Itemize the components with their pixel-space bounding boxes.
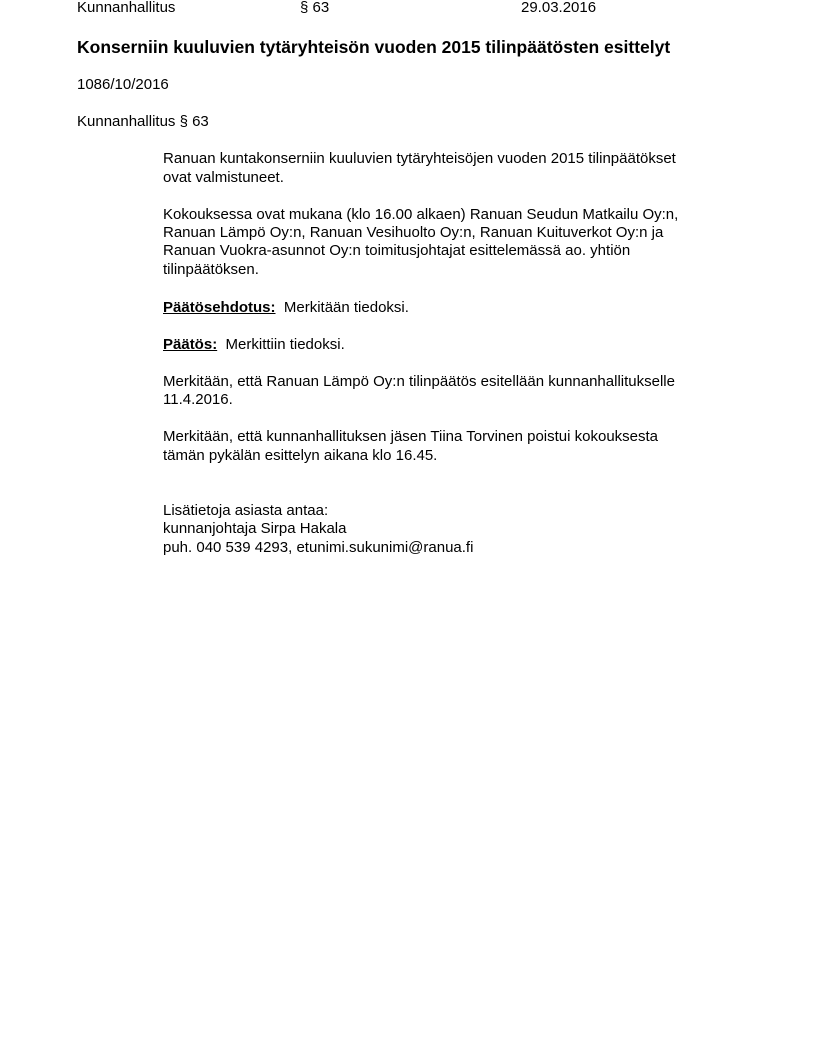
- decision: [163, 336, 345, 354]
- paragraph-line: Kokouksessa ovat mukana (klo 16.00 alkaen) Ranuan Seudun Matkailu Oy:n,: [163, 206, 679, 223]
- section-ref: Kunnanhallitus § 63: [77, 113, 209, 130]
- paragraph-line: ovat valmistuneet.: [163, 169, 284, 186]
- paragraph-line: Merkitään, että kunnanhallituksen jäsen Tiina Torvinen poistui kokouksesta: [163, 428, 659, 445]
- contact-line: puh. 040 539 4293, etunimi.sukunimi@ranua.fi: [163, 539, 474, 556]
- proposal-text: Merkitään tiedoksi.: [283, 299, 409, 316]
- contact-line: kunnanjohtaja Sirpa Hakala: [163, 520, 347, 537]
- proposal: [163, 299, 409, 317]
- paragraph-line: tämän pykälän esittelyn aikana klo 16.45.: [163, 447, 438, 464]
- paragraph-line: 11.4.2016.: [163, 391, 233, 408]
- paragraph-line: Ranuan Lämpö Oy:n, Ranuan Vesihuolto Oy:n, Ranuan Kuituverkot Oy:n ja: [163, 224, 664, 241]
- page-title: Konserniin kuuluvien tytäryhteisön vuoden 2015 tilinpäätösten esittelyt: [77, 37, 671, 57]
- paragraph-line: Ranuan Vuokra-asunnot Oy:n toimitusjohtajat esittelemässä ao. yhtiön: [163, 242, 631, 259]
- contact-line: Lisätietoja asiasta antaa:: [163, 502, 329, 519]
- diary-number: 1086/10/2016: [77, 76, 169, 93]
- paragraph-line: tilinpäätöksen.: [163, 261, 259, 278]
- decision-label: Päätös:: [163, 336, 218, 353]
- proposal-label: Päätösehdotus:: [163, 299, 276, 316]
- paragraph-line: Merkitään, että Ranuan Lämpö Oy:n tilinpäätös esitellään kunnanhallitukselle: [163, 373, 675, 390]
- header-body: Kunnanhallitus: [77, 0, 176, 16]
- decision-text: Merkittiin tiedoksi.: [225, 336, 345, 353]
- paragraph-line: Ranuan kuntakonserniin kuuluvien tytäryhteisöjen vuoden 2015 tilinpäätökset: [163, 150, 676, 167]
- header-date: 29.03.2016: [521, 0, 597, 16]
- header-section: § 63: [300, 0, 330, 16]
